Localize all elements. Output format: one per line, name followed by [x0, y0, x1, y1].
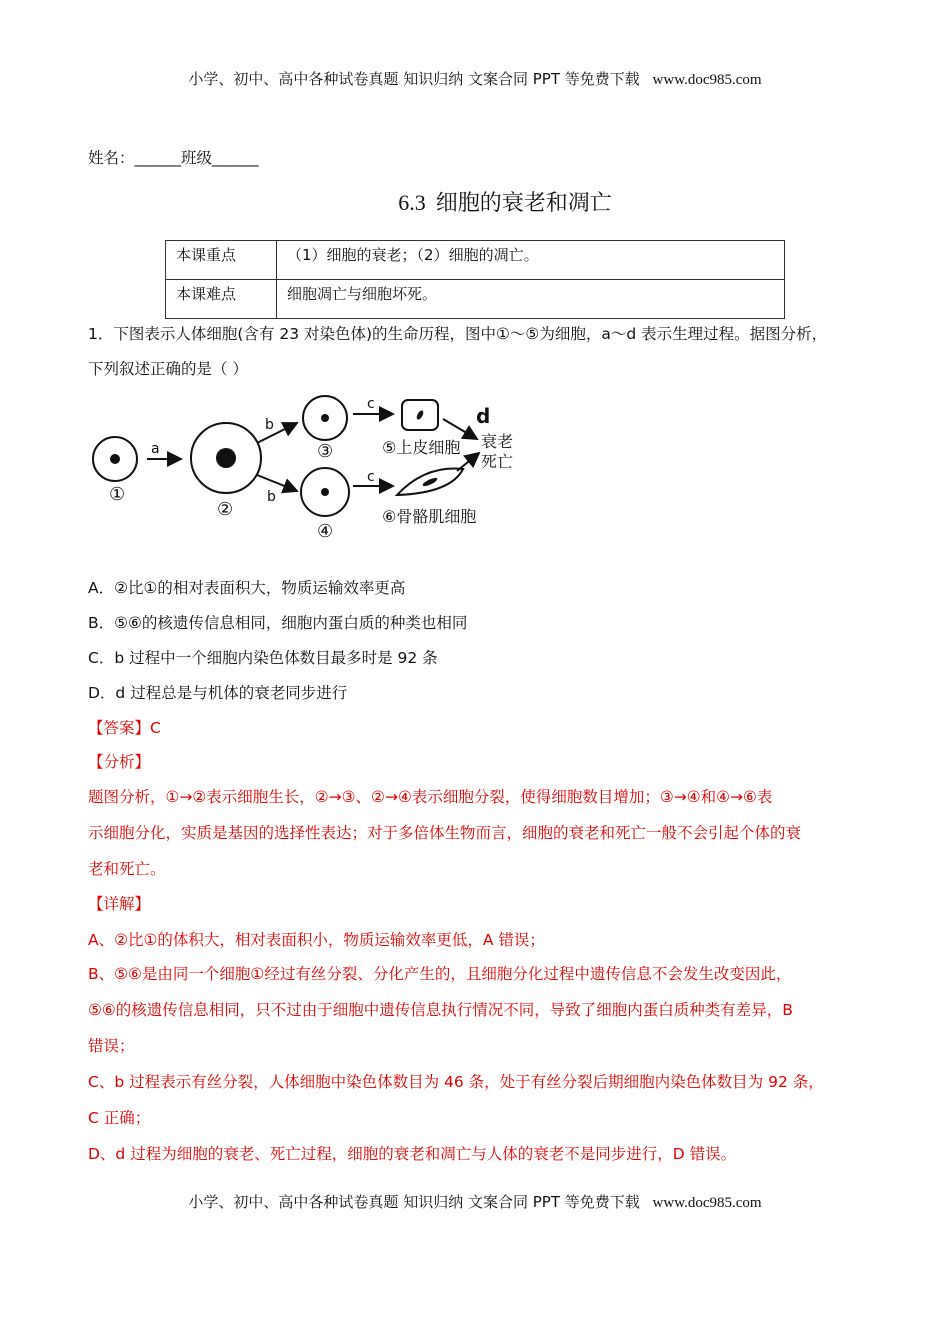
label-c2: c	[367, 469, 375, 485]
label-b2: b	[267, 489, 276, 505]
detail-line: ⑤⑥的核遗传信息相同，只不过由于细胞中遗传信息执行情况不同，导致了细胞内蛋白质种类有差异，B	[88, 1001, 793, 1019]
question-stem-line2: 下列叙述正确的是（ ）	[88, 360, 248, 378]
analysis-label: 【分析】	[88, 753, 151, 771]
label-cell6: ⑥骨骼肌细胞	[382, 507, 477, 526]
nucleus-1	[110, 454, 120, 464]
detail-line: C、b 过程表示有丝分裂，人体细胞中染色体数目为 46 条，处于有丝分裂后期细胞内染色体数目为 92 条，	[88, 1073, 824, 1091]
analysis-line: 题图分析，①→②表示细胞生长，②→③、②→④表示细胞分裂，使得细胞数目增加；③→④和④→⑥表	[88, 788, 773, 806]
arrow-b1	[257, 423, 297, 443]
difficulty-label: 本课难点	[166, 280, 277, 319]
detail-line: C 正确；	[88, 1109, 151, 1127]
arrow-d1	[443, 419, 477, 439]
label-cell5: ⑤上皮细胞	[382, 438, 461, 457]
difficulty-content: 细胞凋亡与细胞坏死。	[277, 280, 785, 319]
title-text: 细胞的衰老和凋亡	[435, 191, 612, 216]
nucleus-5	[415, 409, 424, 420]
key-content: （1）细胞的衰老；（2）细胞的凋亡。	[277, 241, 785, 280]
analysis-line: 老和死亡。	[88, 860, 166, 878]
detail-line: B、⑤⑥是由同一个细胞①经过有丝分裂、分化产生的，且细胞分化过程中遗传信息不会发生改变因此，	[88, 965, 792, 983]
answer-label: 【答案】C	[88, 719, 161, 737]
question-stem-line1: 1．下图表示人体细胞(含有 23 对染色体)的生命历程，图中①～⑤为细胞，a～d 表示生理过程。据图分析，	[88, 325, 828, 343]
label-cell3: ③	[317, 441, 334, 462]
detail-line: D、d 过程为细胞的衰老、死亡过程，细胞的衰老和凋亡与人体的衰老不是同步进行，D 错误。	[88, 1145, 737, 1163]
footer-url[interactable]: www.doc985.com	[652, 1195, 762, 1211]
title-number: 6.3	[398, 190, 426, 215]
header-url[interactable]: www.doc985.com	[652, 72, 762, 88]
key-label: 本课重点	[166, 241, 277, 280]
label-cell2: ②	[217, 499, 234, 520]
label-cell1: ①	[109, 484, 126, 505]
label-senescence: 衰老	[481, 432, 514, 451]
table-row	[166, 280, 785, 319]
student-info: 姓名：______班级______	[88, 149, 259, 167]
label-cell4: ④	[317, 521, 334, 542]
arrow-b2	[257, 475, 297, 491]
nucleus-6	[422, 476, 439, 487]
label-a: a	[151, 441, 160, 457]
detail-label: 【详解】	[88, 895, 151, 913]
label-c1: c	[367, 396, 375, 412]
option-b: B．⑤⑥的核遗传信息相同，细胞内蛋白质的种类也相同	[88, 614, 468, 632]
label-death: 死亡	[481, 452, 514, 471]
page-header	[0, 68, 950, 89]
cell-life-diagram	[85, 395, 535, 545]
page-title	[0, 186, 950, 217]
analysis-line: 示细胞分化，实质是基因的选择性表达；对于多倍体生物而言，细胞的衰老和死亡一般不会引起个体的衰	[88, 824, 802, 842]
page-footer	[0, 1191, 950, 1212]
option-c: C．b 过程中一个细胞内染色体数目最多时是 92 条	[88, 649, 438, 667]
footer-text: 小学、初中、高中各种试卷真题 知识归纳 文案合同 PPT 等免费下载	[188, 1193, 640, 1211]
nucleus-3	[321, 414, 329, 422]
detail-line: 错误；	[88, 1037, 135, 1055]
key-points-table	[165, 240, 785, 319]
table-row	[166, 241, 785, 280]
label-d: d	[476, 404, 491, 428]
header-text: 小学、初中、高中各种试卷真题 知识归纳 文案合同 PPT 等免费下载	[188, 70, 640, 88]
option-a: A．②比①的相对表面积大，物质运输效率更高	[88, 579, 406, 597]
nucleus-4	[321, 488, 329, 496]
detail-line: A、②比①的体积大，相对表面积小，物质运输效率更低，A 错误；	[88, 931, 545, 949]
option-d: D．d 过程总是与机体的衰老同步进行	[88, 684, 348, 702]
label-b1: b	[265, 417, 274, 433]
nucleus-2	[216, 448, 236, 468]
